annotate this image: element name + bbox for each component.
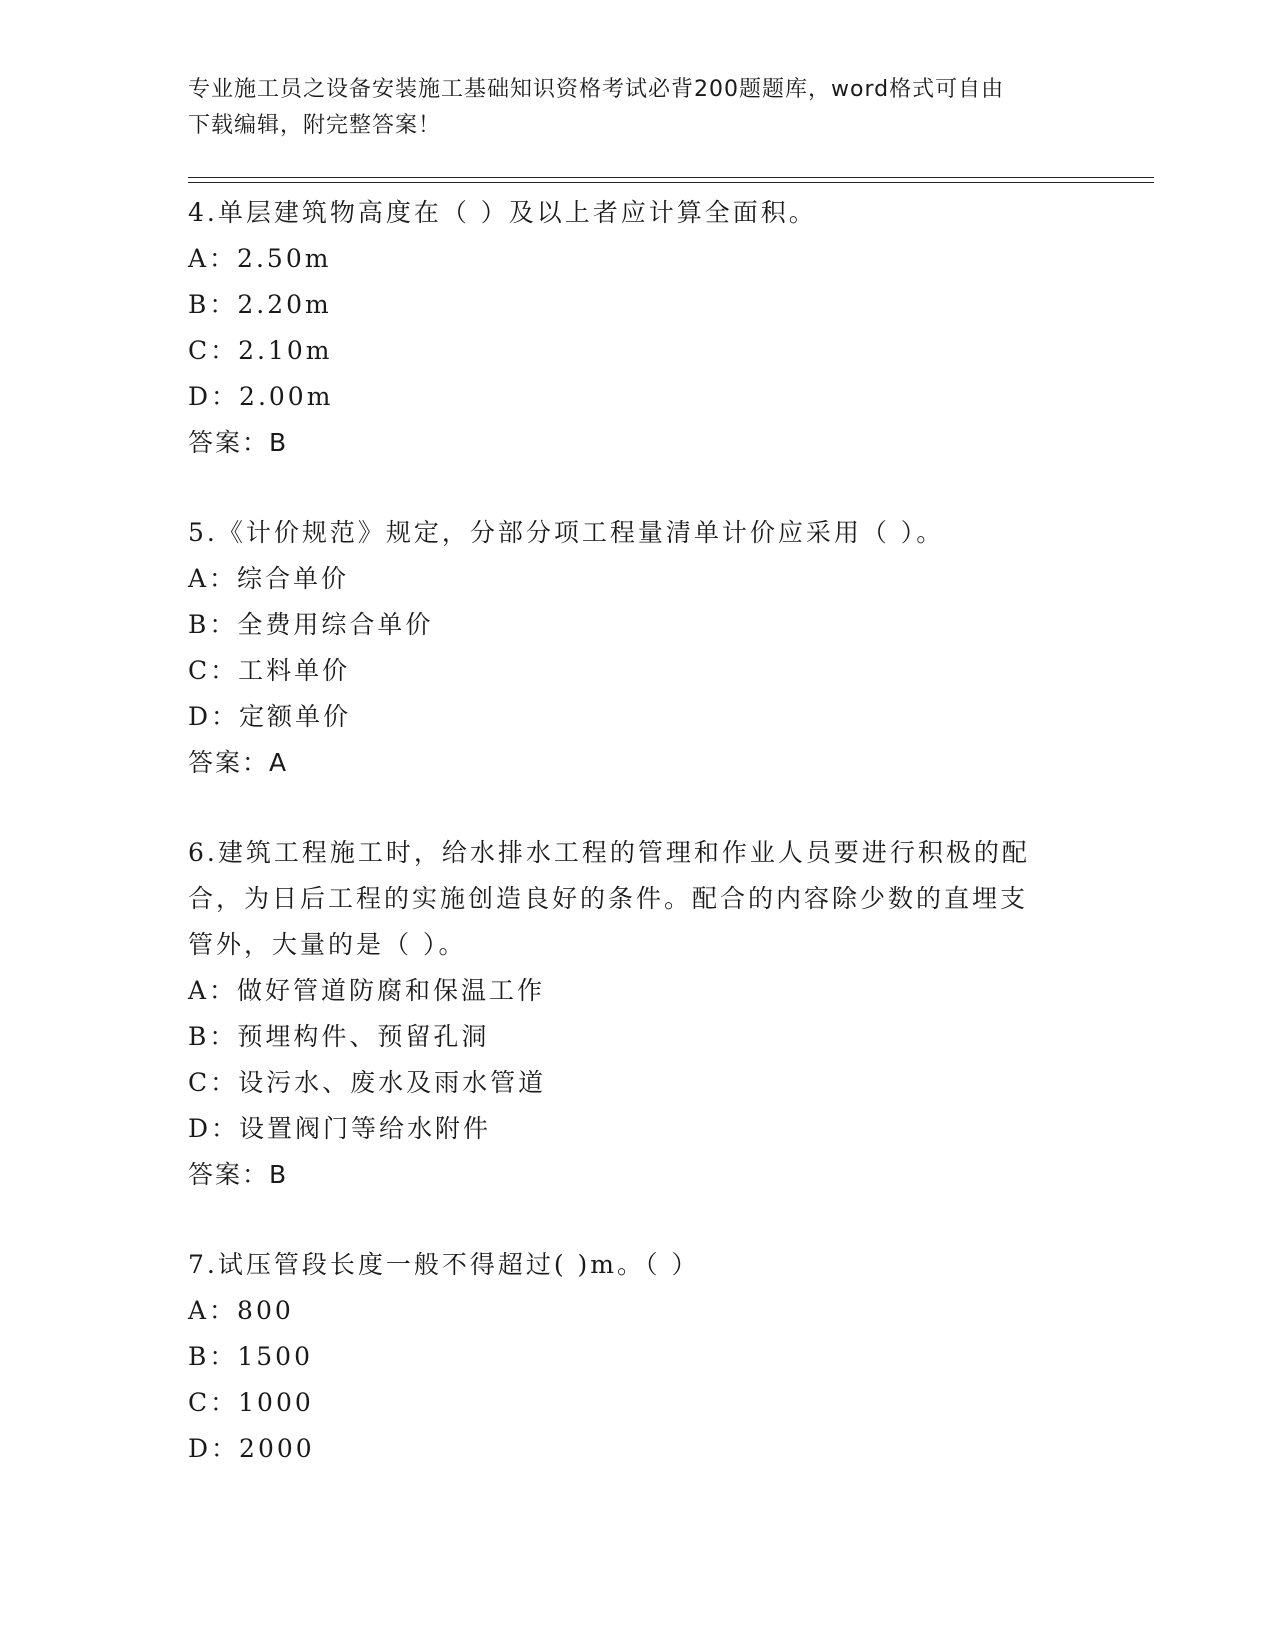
option-d: D：定额单价 xyxy=(188,702,352,731)
option-a: A：做好管道防腐和保温工作 xyxy=(188,976,546,1005)
question-6 xyxy=(188,830,1088,1198)
answer: 答案：A xyxy=(188,748,289,777)
option-b: B：预埋构件、预留孔洞 xyxy=(188,1022,490,1051)
answer: 答案：B xyxy=(188,428,289,457)
header-line-1: 专业施工员之设备安装施工基础知识资格考试必背200题题库，word格式可自由 xyxy=(188,77,1005,102)
option-a: A：800 xyxy=(188,1296,294,1325)
question-4 xyxy=(188,190,1088,466)
option-a: A：综合单价 xyxy=(188,564,350,593)
question-7 xyxy=(188,1242,1088,1472)
header-divider-bottom xyxy=(188,182,1154,183)
question-stem: 4.单层建筑物高度在（ ）及以上者应计算全面积。 xyxy=(188,198,817,227)
question-5 xyxy=(188,510,1088,786)
option-b: B：1500 xyxy=(188,1342,313,1371)
option-d: D：设置阀门等给水附件 xyxy=(188,1114,492,1143)
option-c: C：2.10m xyxy=(188,336,333,365)
option-c: C：1000 xyxy=(188,1388,314,1417)
option-c: C：设污水、废水及雨水管道 xyxy=(188,1068,547,1097)
question-stem: 7.试压管段长度一般不得超过( )m。（ ） xyxy=(188,1250,700,1279)
question-stem-line: 合，为日后工程的实施创造良好的条件。配合的内容除少数的直埋支 xyxy=(188,884,1029,913)
question-list xyxy=(188,190,1088,1516)
option-a: A：2.50m xyxy=(188,244,332,273)
answer: 答案：B xyxy=(188,1160,289,1189)
option-c: C：工料单价 xyxy=(188,656,351,685)
option-b: B：2.20m xyxy=(188,290,332,319)
question-stem-line: 管外，大量的是（ ）。 xyxy=(188,930,467,959)
option-b: B：全费用综合单价 xyxy=(188,610,434,639)
option-d: D：2000 xyxy=(188,1434,315,1463)
question-stem: 5.《计价规范》规定，分部分项工程量清单计价应采用（ ）。 xyxy=(188,518,945,547)
header-divider-top xyxy=(188,177,1154,178)
header-line-2: 下载编辑，附完整答案！ xyxy=(188,113,442,138)
question-stem-line: 6.建筑工程施工时，给水排水工程的管理和作业人员要进行积极的配 xyxy=(188,838,1030,867)
option-d: D：2.00m xyxy=(188,382,334,411)
document-header xyxy=(188,72,1068,144)
